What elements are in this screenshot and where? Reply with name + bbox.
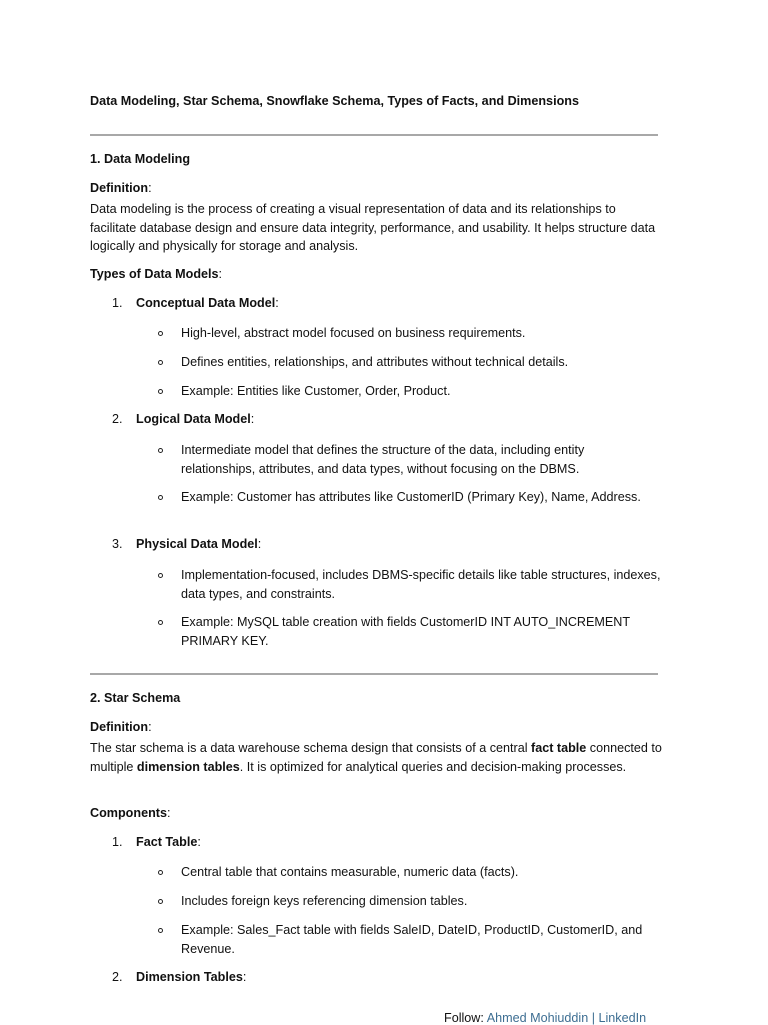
hollow-bullet-icon (158, 448, 163, 453)
list-item: Example: MySQL table creation with fields CustomerID INT AUTO_INCREMENT PRIMARY KEY. (181, 615, 630, 648)
list-number: 3. (112, 537, 123, 551)
model-item-logical: Logical Data Model: (136, 412, 255, 426)
section-divider (90, 673, 658, 675)
list-item: Example: Entities like Customer, Order, Product. (181, 384, 451, 398)
hollow-bullet-icon (158, 389, 163, 394)
footer (444, 1011, 646, 1025)
definition-label-text: Definition (90, 720, 149, 734)
definition-label-text: Definition (90, 181, 149, 195)
list-number: 2. (112, 412, 123, 426)
model-name: Physical Data Model (136, 537, 258, 551)
component-item-dimension-tables: Dimension Tables: (136, 970, 247, 984)
list-number: 1. (112, 296, 123, 310)
model-name: Logical Data Model (136, 412, 251, 426)
model-item-physical: Physical Data Model: (136, 537, 262, 551)
components-label-text: Components (90, 806, 167, 820)
hollow-bullet-icon (158, 360, 163, 365)
definition-label: Definition: (90, 181, 152, 195)
model-item-conceptual: Conceptual Data Model: (136, 296, 279, 310)
list-number: 2. (112, 970, 123, 984)
list-item: Central table that contains measurable, numeric data (facts). (181, 865, 519, 879)
definition-text: connected to multiple (90, 741, 662, 774)
list-item: Defines entities, relationships, and attributes without technical details. (181, 355, 569, 369)
definition-text: The star schema is a data warehouse schema design that consists of a central (90, 741, 532, 755)
types-label-text: Types of Data Models (90, 267, 219, 281)
component-name: Dimension Tables (136, 970, 243, 984)
list-item: Implementation-focused, includes DBMS-specific details like table structures, indexes, data types, and constraints. (181, 568, 661, 601)
list-item: Example: Sales_Fact table with fields SaleID, DateID, ProductID, CustomerID, and Revenue. (181, 923, 643, 956)
section-heading-data-modeling: 1. Data Modeling (90, 152, 191, 166)
list-item: Intermediate model that defines the structure of the data, including entity relationships, attributes, and data types, without focusing on the DBMS. (181, 443, 585, 476)
component-item-fact-table: Fact Table: (136, 835, 201, 849)
hollow-bullet-icon (158, 870, 163, 875)
definition-emphasis: fact table (531, 741, 587, 755)
definition-emphasis: dimension tables (136, 759, 240, 774)
definition-label: Definition: (90, 720, 152, 734)
footer-prefix: Follow: (444, 1011, 487, 1025)
list-item: Example: Customer has attributes like CustomerID (Primary Key), Name, Address. (181, 490, 641, 504)
document-title: Data Modeling, Star Schema, Snowflake Schema, Types of Facts, and Dimensions (90, 94, 579, 108)
hollow-bullet-icon (158, 928, 163, 933)
hollow-bullet-icon (158, 620, 163, 625)
hollow-bullet-icon (158, 899, 163, 904)
section-divider (90, 134, 658, 136)
types-label: Types of Data Models: (90, 267, 223, 281)
definition-paragraph: Data modeling is the process of creating a visual representation of data and its relationships to facilitate database design and ensure data integrity, performance, and usability. It helps structure data logically and physically for storage and analysis. (90, 202, 656, 254)
model-name: Conceptual Data Model (136, 296, 276, 310)
hollow-bullet-icon (158, 573, 163, 578)
definition-text: . It is optimized for analytical queries and decision-making processes. (239, 759, 627, 774)
hollow-bullet-icon (158, 331, 163, 336)
component-name: Fact Table (136, 835, 198, 849)
definition-paragraph (90, 739, 665, 776)
components-label: Components: (90, 806, 171, 820)
section-heading-star-schema: 2. Star Schema (90, 691, 181, 705)
list-item: Includes foreign keys referencing dimension tables. (181, 894, 468, 908)
list-number: 1. (112, 835, 123, 849)
list-item: High-level, abstract model focused on business requirements. (181, 326, 526, 340)
hollow-bullet-icon (158, 495, 163, 500)
linkedin-link[interactable]: Ahmed Mohiuddin | LinkedIn (486, 1011, 647, 1025)
